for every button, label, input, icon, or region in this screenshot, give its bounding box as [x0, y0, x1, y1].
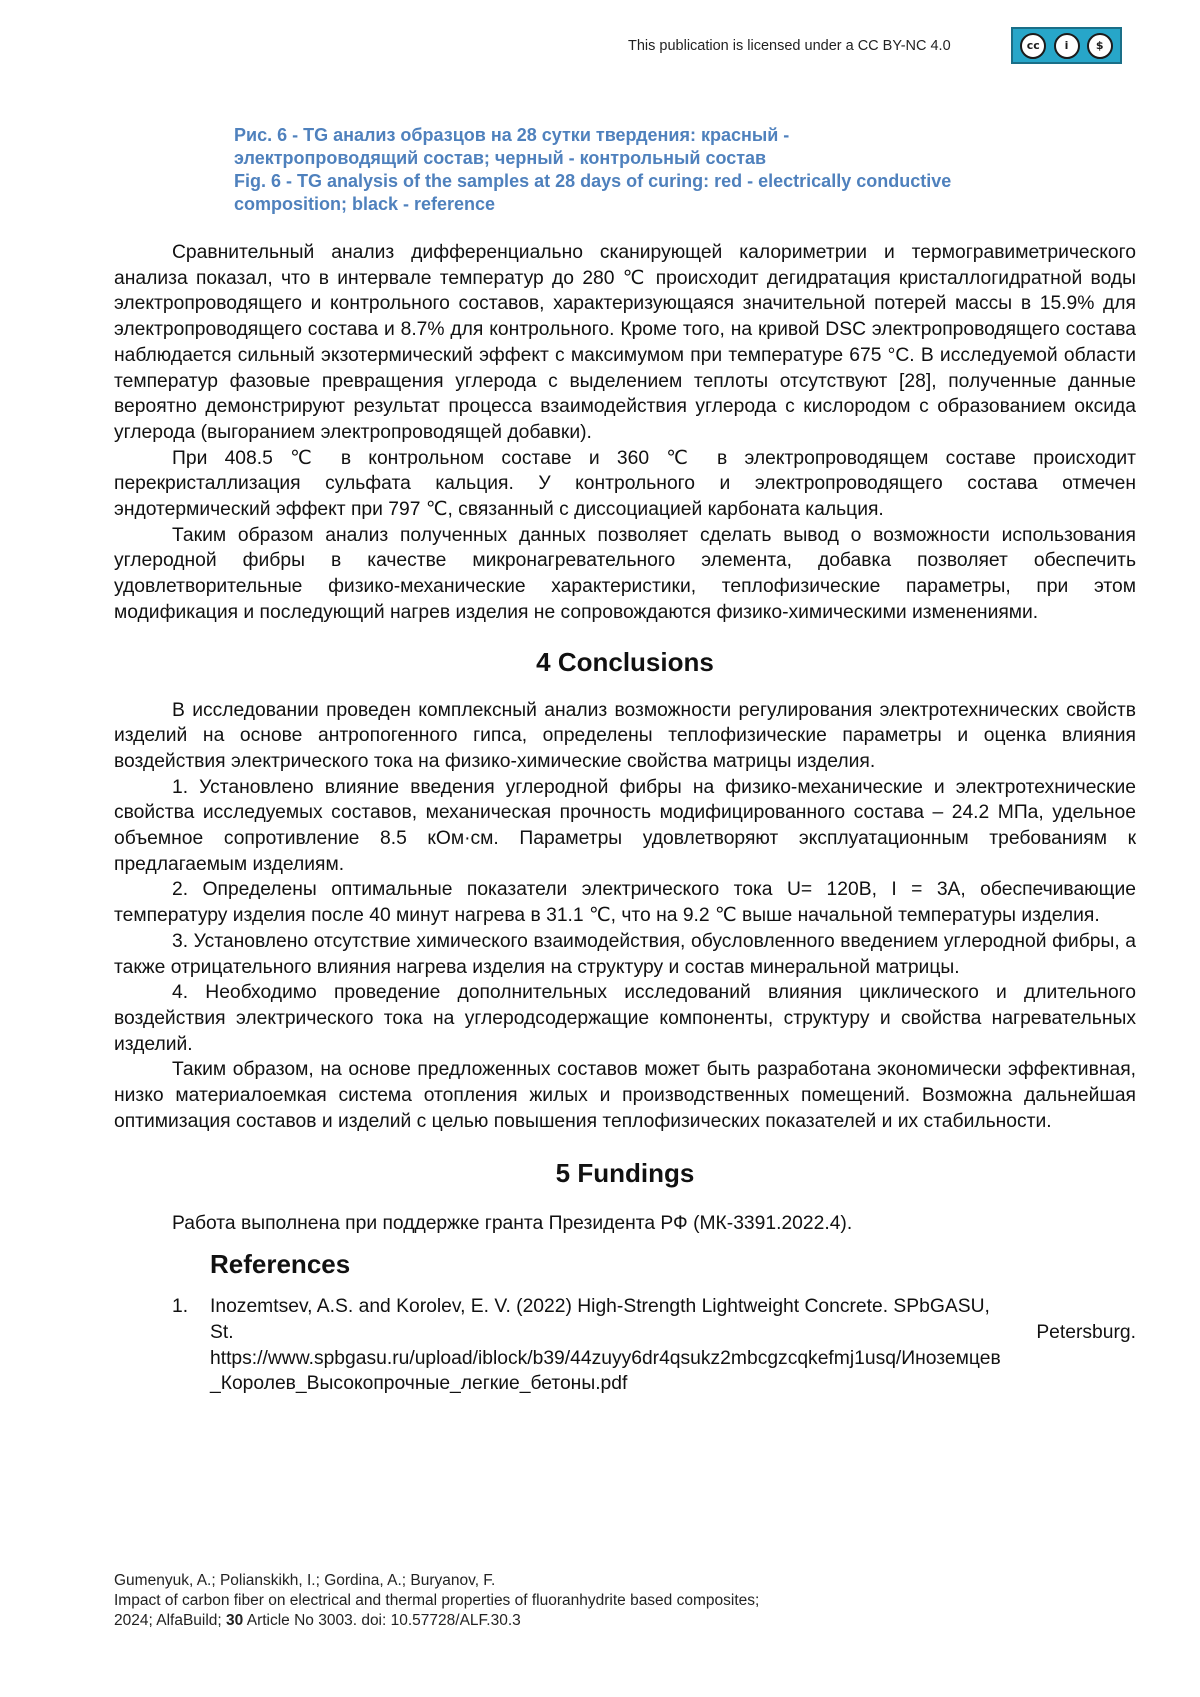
license-text: This publication is licensed under a CC BY-NC 4.0 — [628, 38, 951, 54]
fundings-text: Работа выполнена при поддержке гранта Президента РФ (МК-3391.2022.4). — [172, 1212, 853, 1234]
page-footer — [114, 1571, 759, 1631]
caption-ru-line-1: Рис. 6 - TG анализ образцов на 28 сутки твердения: красный - — [234, 125, 790, 145]
caption-en-line-1: Fig. 6 - TG analysis of the samples at 28 days of curing: red - electrically conductive — [234, 171, 952, 191]
paragraph-dsc-tg-analysis: Сравнительный анализ дифференциально сканирующей калориметрии и термогравиметрического анализа показал, что в интервале температур до 280 ℃ происходит дегидратация кристаллогидратной воды электропроводящего и контрольного составов, характеризующаяся значительной потерей массы в 15.9% для электропроводящего состава и 8.7% для контрольного. Кроме того, на кривой DSC электропроводящего состава наблюдается сильный экзотермический эффект с максимумом при температуре 675 °C. В исследуемой области температур фазовые превращения углерода с выделением теплоты отсутствуют [28], полученные данные вероятно демонстрируют результат процесса взаимодействия углерода с кислородом с образованием оксида углерода (выгоранием электропроводящей добавки). — [114, 242, 1136, 443]
main-content — [114, 240, 1136, 1397]
footer-volume: 30 — [226, 1612, 244, 1629]
reference-url-link[interactable]: https://www.spbgasu.ru/upload/iblock/b39/44zuyy6dr4qsukz2mbcgzcqkefmj1usq/Иноземцев — [210, 1347, 1001, 1369]
conclusions-closing: Таким образом, на основе предложенных составов может быть разработана экономически эффективная, низко материалоемкая система отопления жилых и производственных помещений. Возможна дальнейшая оптимизация составов и изделий с целью повышения теплофизических показателей и их стабильности. — [114, 1059, 1136, 1132]
section-heading-fundings: 5 Fundings — [555, 1157, 695, 1188]
footer-article-title: Impact of carbon fiber on electrical and thermal properties of fluoranhydrite based composites; — [114, 1592, 760, 1609]
caption-ru-line-2: электропроводящий состав; черный - контрольный состав — [234, 148, 767, 168]
footer-authors: Gumenyuk, A.; Polianskikh, I.; Gordina, A.; Buryanov, F. — [114, 1572, 496, 1589]
figure-caption — [234, 124, 1080, 216]
conclusions-intro: В исследовании проведен комплексный анализ возможности регулирования электротехнических свойств изделий на основе антропогенного гипса, определены теплофизические параметры и оценка влияния воздействия электрического тока на физико-химические свойства матрицы изделия. — [114, 699, 1136, 772]
cc-icon: cc — [1020, 33, 1046, 59]
caption-en-line-2: composition; black - reference — [234, 194, 496, 214]
attribution-icon: i — [1054, 33, 1080, 59]
reference-body — [210, 1294, 1136, 1397]
paragraph-summary: Таким образом анализ полученных данных позволяет сделать вывод о возможности использования углеродной фибры в качестве микронагревательного элемента, добавка позволяет обеспечить удовлетворительные физико-механические характеристики, теплофизические параметры, при этом модификация и последующий нагрев изделия не сопровождаются физико-химическими изменениями. — [114, 524, 1136, 623]
reference-line-2 — [210, 1320, 1136, 1346]
reference-city-st: St. — [210, 1321, 234, 1343]
conclusion-item-3: 3. Установлено отсутствие химического взаимодействия, обусловленного введением углеродной фибры, а также отрицательного влияния нагрева изделия на структуру и состав минеральной матрицы. — [114, 930, 1136, 978]
non-commercial-icon: $ — [1087, 33, 1113, 59]
reference-city-petersburg: Petersburg. — [1036, 1321, 1136, 1343]
conclusion-item-4: 4. Необходимо проведение дополнительных исследований влияния циклического и длительного воздействия электрического тока на углеродсодержащие компоненты, структуру и свойства нагревательных изделий. — [114, 982, 1136, 1055]
reference-line-1: Inozemtsev, A.S. and Korolev, E. V. (2022) High-Strength Lightweight Concrete. SPbGASU, — [210, 1296, 990, 1318]
conclusion-item-1: 1. Установлено влияние введения углеродной фибры на физико-механические и электротехнические свойства исследуемых составов, механическая прочность модифицированного состава – 24.2 МПа, удельное объемное сопротивление 8.5 кОм·см. Параметры удовлетворяют эксплуатационным требованиям к предлагаемым изделиям. — [114, 776, 1136, 875]
references-heading: References — [210, 1249, 351, 1280]
reference-url-link-continued[interactable]: _Королев_Высокопрочные_легкие_бетоны.pdf — [210, 1373, 628, 1395]
cc-by-nc-badge[interactable] — [1011, 27, 1122, 64]
paragraph-recrystallization: При 408.5 ℃ в контрольном составе и 360 ℃ в электропроводящем составе происходит перекристаллизация сульфата кальция. У контрольного и электропроводящего состава отмечен эндотермический эффект при 797 ℃, связанный с диссоциацией карбоната кальция. — [114, 447, 1136, 521]
conclusion-item-2: 2. Определены оптимальные показатели электрического тока U= 120В, I = 3А, обеспечивающие температуру изделия после 40 минут нагрева в 31.1 ℃, что на 9.2 ℃ выше начальной температуры изделия. — [114, 879, 1136, 927]
footer-citation-prefix: 2024; AlfaBuild; — [114, 1612, 227, 1629]
reference-item — [114, 1294, 1136, 1397]
footer-citation — [114, 1611, 759, 1631]
footer-citation-suffix: Article No 3003. doi: 10.57728/ALF.30.3 — [243, 1612, 521, 1629]
reference-number: 1. — [172, 1296, 189, 1318]
section-heading-conclusions: 4 Conclusions — [536, 646, 714, 677]
